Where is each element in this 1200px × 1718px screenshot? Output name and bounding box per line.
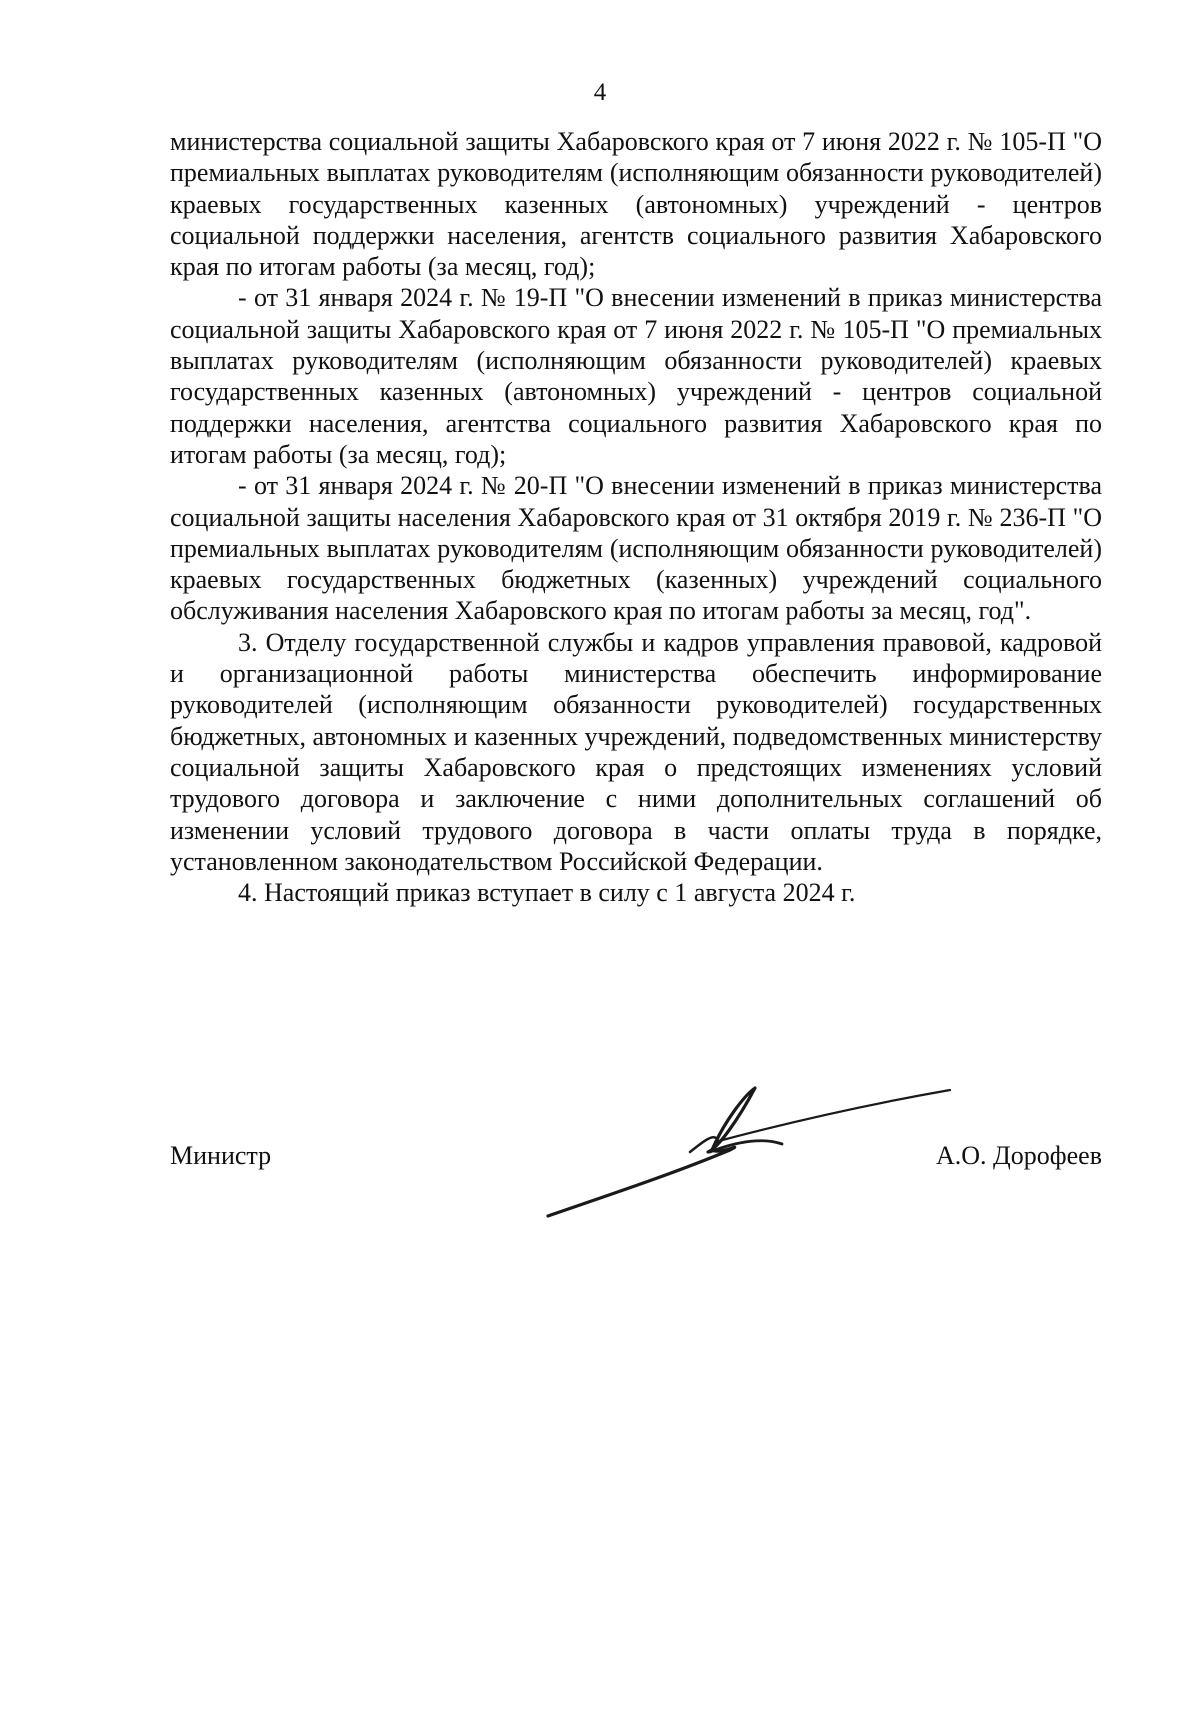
- signer-title: Министр: [170, 1141, 272, 1170]
- handwritten-signature: [540, 1080, 960, 1230]
- paragraph-item-3: 3. Отделу государственной службы и кадров управления правовой, кадровой и организационной работы министерства обеспечить информирование руководителей (исполняющим обязанности руководителей) государственных бюджетных, автономных и казенных учреждений, подведомственных министерству социальной защиты Хабаровского края о предстоящих изменениях условий трудового договора и заключение с ними дополнительных соглашений об изменении условий трудового договора в части оплаты труда в порядке, установленном законодательством Российской Федерации.: [170, 627, 1102, 876]
- paragraph-order-20p: - от 31 января 2024 г. № 20-П "О внесении изменений в приказ министерства социальной защиты населения Хабаровского края от 31 октября 2019 г. № 236-П "О премиальных выплатах руководителям (исполняющим обязанности руководителей) краевых государственных бюджетных (казенных) учреждений социального обслуживания населения Хабаровского края по итогам работы за месяц, год".: [170, 471, 1102, 626]
- signer-name: А.О. Дорофеев: [936, 1141, 1102, 1170]
- paragraph-order-19p: - от 31 января 2024 г. № 19-П "О внесении изменений в приказ министерства социальной защиты Хабаровского края от 7 июня 2022 г. № 105-П "О премиальных выплатах руководителям (исполняющим обязанности руководителей) краевых государственных казенных (автономных) учреждений - центров социальной поддержки населения, агентства социального развития Хабаровского края по итогам работы (за месяц, год);: [170, 283, 1102, 469]
- page-number: 4: [593, 79, 607, 106]
- document-body: [170, 126, 1102, 908]
- paragraph-item-4: 4. Настоящий приказ вступает в силу с 1 августа 2024 г.: [238, 878, 856, 908]
- paragraph-continuation: министерства социальной защиты Хабаровского края от 7 июня 2022 г. № 105-П "О премиальных выплатах руководителям (исполняющим обязанности руководителей) краевых государственных казенных (автономных) учреждений - центров социальной поддержки населения, агентств социального развития Хабаровского края по итогам работы (за месяц, год);: [170, 127, 1102, 282]
